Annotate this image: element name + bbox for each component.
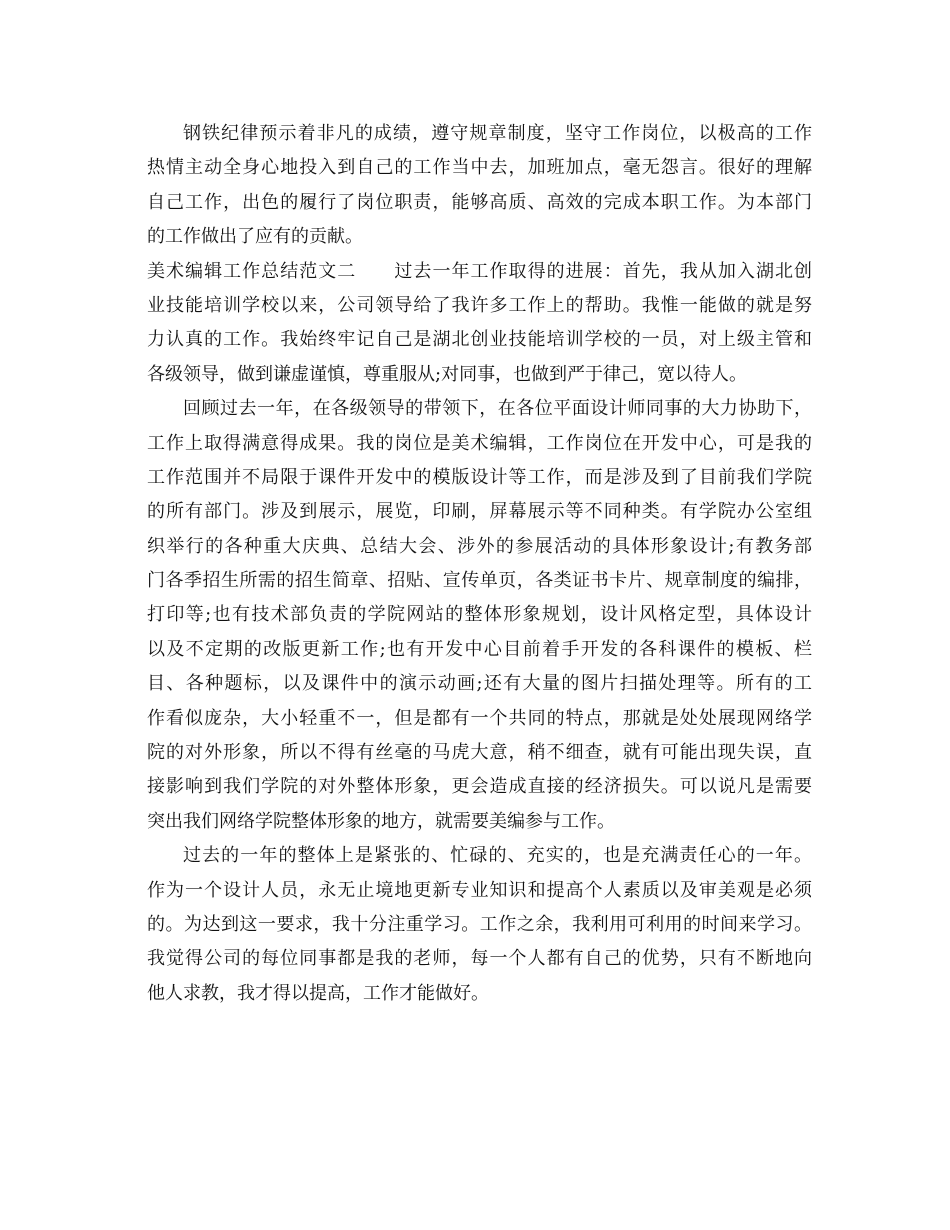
text-line: 我觉得公司的每位同事都是我的老师，每一个人都有自己的优势，只有不断地向 (147, 948, 812, 970)
text-line: 门各季招生所需的招生简章、招贴、宣传单页，各类证书卡片、规章制度的编排， (147, 570, 812, 592)
text-line: 作为一个设计人员，永无止境地更新专业知识和提高个人素质以及审美观是必须 (147, 879, 812, 901)
text-line: 以及不定期的改版更新工作;也有开发中心目前着手开发的各科课件的模板、栏 (147, 638, 812, 660)
text-line: 工作上取得满意得成果。我的岗位是美术编辑，工作岗位在开发中心，可是我的 (147, 432, 812, 454)
text-line: 的。为达到这一要求，我十分注重学习。工作之余，我利用可利用的时间来学习。 (147, 913, 812, 935)
text-line: 自己工作，出色的履行了岗位职责，能够高质、高效的完成本职工作。为本部门 (147, 191, 812, 213)
text-line: 钢铁纪律预示着非凡的成绩，遵守规章制度，坚守工作岗位，以极高的工作 (183, 123, 812, 144)
text-line: 热情主动全身心地投入到自己的工作当中去，加班加点，毫无怨言。很好的理解 (147, 157, 812, 179)
text-line: 各级领导，做到谦虚谨慎，尊重服从;对同事，也做到严于律己，宽以待人。 (147, 363, 748, 385)
text-line: 打印等;也有技术部负责的学院网站的整体形象规划，设计风格定型，具体设计 (147, 604, 812, 626)
text-line: 过去的一年的整体上是紧张的、忙碌的、充实的，也是充满责任心的一年。 (183, 845, 812, 867)
text-line: 力认真的工作。我始终牢记自己是湖北创业技能培训学校的一员，对上级主管和 (147, 329, 812, 351)
text-line: 突出我们网络学院整体形象的地方，就需要美编参与工作。 (147, 810, 615, 832)
document-body (147, 117, 812, 1011)
text-line: 目、各种题标，以及课件中的演示动画;还有大量的图片扫描处理等。所有的工 (147, 673, 812, 695)
text-line: 作看似庞杂，大小轻重不一，但是都有一个共同的特点，那就是处处展现网络学 (147, 707, 812, 729)
text-line: 院的对外形象，所以不得有丝毫的马虎大意，稍不细查，就有可能出现失误，直 (147, 742, 812, 764)
text-line: 业技能培训学校以来，公司领导给了我许多工作上的帮助。我惟一能做的就是努 (147, 294, 812, 316)
text-line: 回顾过去一年，在各级领导的带领下，在各位平面设计师同事的大力协助下， (183, 398, 812, 420)
text-line: 工作范围并不局限于课件开发中的模版设计等工作，而是涉及到了目前我们学院 (147, 466, 812, 488)
text-line: 接影响到我们学院的对外整体形象，更会造成直接的经济损失。可以说凡是需要 (147, 776, 812, 798)
text-line: 他人求教，我才得以提高，工作才能做好。 (147, 982, 489, 1004)
text-line: 的所有部门。涉及到展示，展览，印刷，屏幕展示等不同种类。有学院办公室组 (147, 501, 812, 523)
text-line: 美术编辑工作总结范文二 过去一年工作取得的进展：首先，我从加入湖北创 (147, 260, 812, 282)
text-line: 织举行的各种重大庆典、总结大会、涉外的参展活动的具体形象设计;有教务部 (147, 535, 812, 557)
text-line: 的工作做出了应有的贡献。 (147, 226, 363, 248)
